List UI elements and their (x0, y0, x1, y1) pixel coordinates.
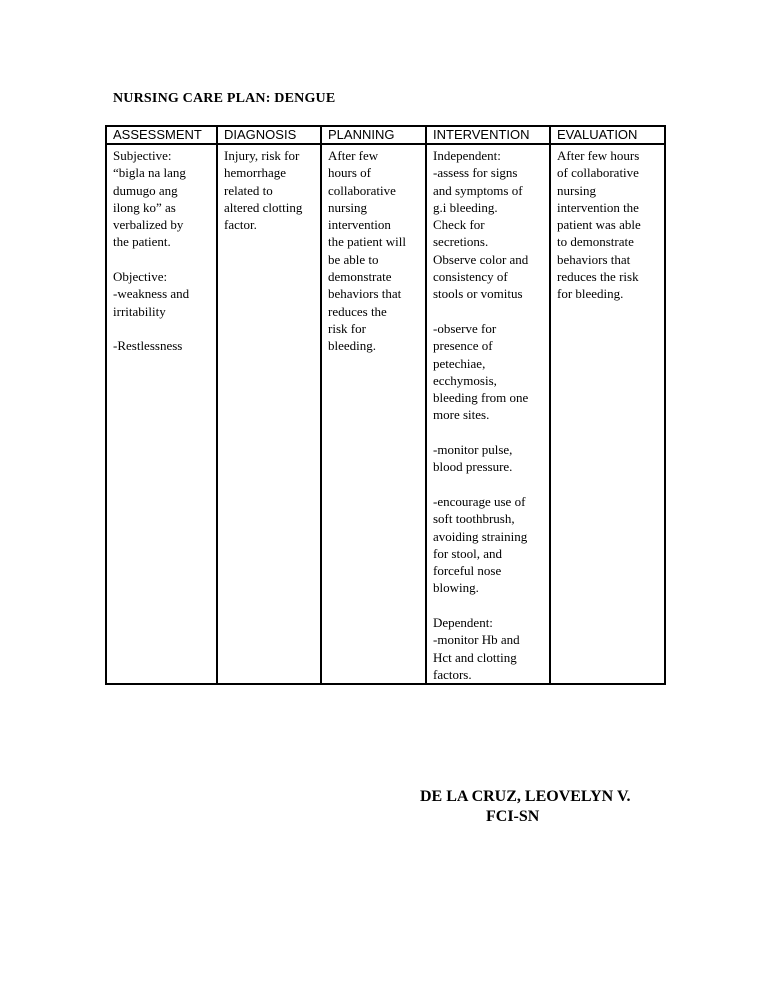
table-row (106, 144, 665, 684)
intervention-encourage: -encourage use of soft toothbrush, avoiding straining for stool, and forceful nose blowing. (433, 493, 528, 596)
header-intervention: INTERVENTION (426, 126, 550, 144)
intervention-observe: -observe for presence of petechiae, ecchymosis, bleeding from one more sites. (433, 320, 529, 423)
intervention-dependent: Dependent: -monitor Hb and Hct and clotting factors. (433, 615, 520, 682)
planning-text: After few hours of collaborative nursing intervention the patient will be able to demonstrate behaviors that reduces the risk for bleeding. (328, 148, 406, 354)
assessment-subjective: Subjective: “bigla na lang dumugo ang ilong ko” as verbalized by the patient. (113, 148, 186, 250)
author-school: FCI-SN (486, 808, 540, 825)
header-assessment: ASSESSMENT (106, 126, 217, 144)
planning-cell (321, 144, 426, 684)
assessment-cell (106, 144, 217, 684)
header-diagnosis: DIAGNOSIS (217, 126, 321, 144)
diagnosis-text: Injury, risk for hemorrhage related to altered clotting factor. (224, 148, 303, 233)
assessment-restlessness: -Restlessness (113, 338, 183, 354)
intervention-independent: Independent: -assess for signs and symptoms of g.i bleeding. Check for secretions. Observe color and consistency of stools or vomitus (433, 148, 529, 302)
page-title: NURSING CARE PLAN: DENGUE (113, 91, 336, 106)
assessment-objective: Objective: -weakness and irritability (113, 269, 190, 319)
diagnosis-cell (217, 144, 321, 684)
signature-block (420, 787, 630, 827)
care-plan-table (105, 125, 666, 685)
evaluation-text: After few hours of collaborative nursing intervention the patient was able to demonstrate behaviors that reduces the risk for bleeding. (557, 148, 641, 302)
header-planning: PLANNING (321, 126, 426, 144)
table-header-row (106, 126, 665, 144)
header-evaluation: EVALUATION (550, 126, 665, 144)
intervention-cell (426, 144, 550, 684)
intervention-monitor-vitals: -monitor pulse, blood pressure. (433, 442, 513, 475)
evaluation-cell (550, 144, 665, 684)
author-name: DE LA CRUZ, LEOVELYN V. (420, 788, 631, 805)
